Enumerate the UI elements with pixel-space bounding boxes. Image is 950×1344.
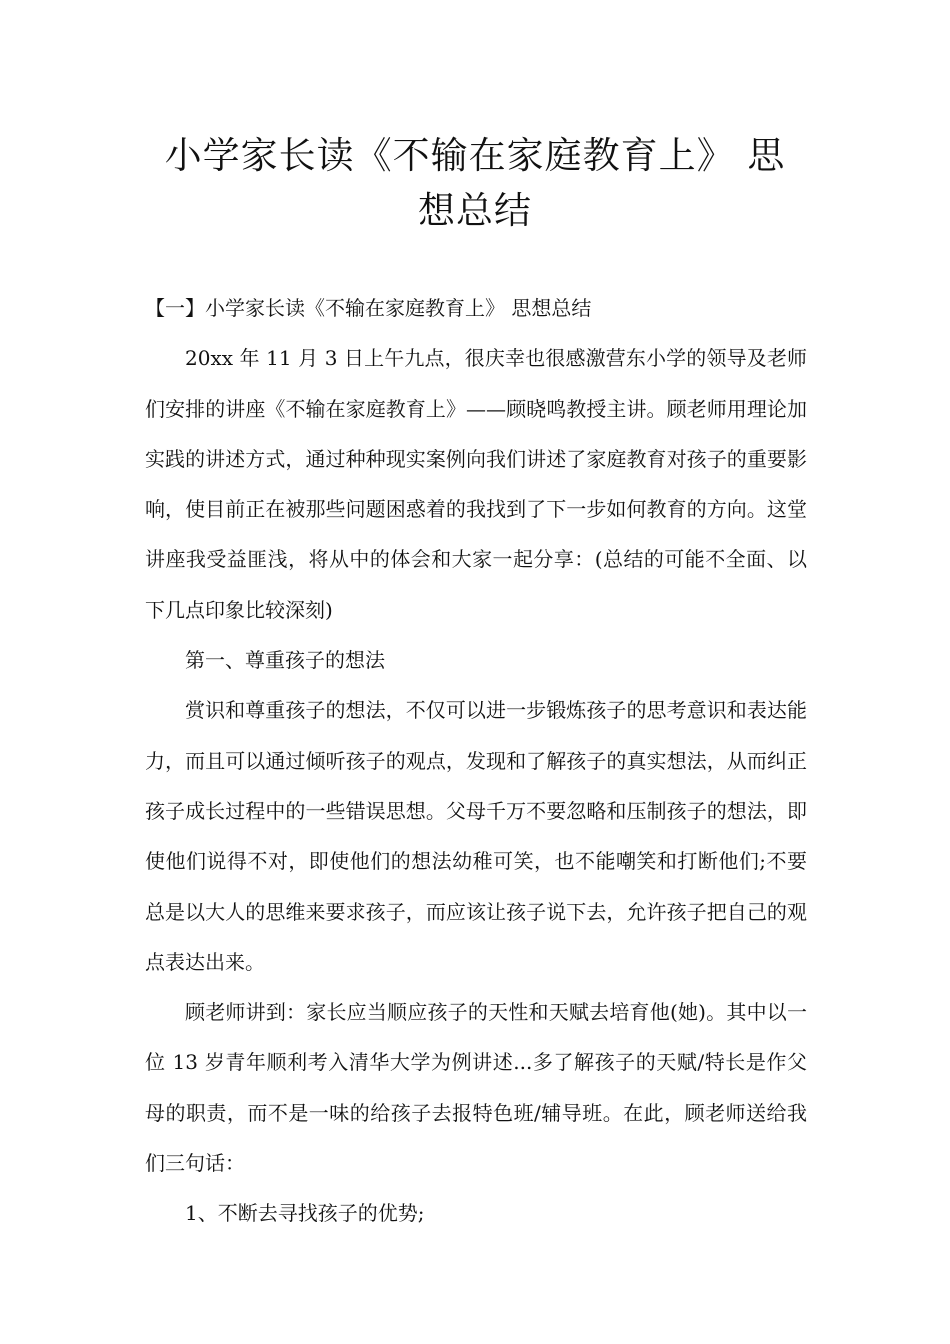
document-body (145, 283, 807, 1239)
list-item-1: 1、不断去寻找孩子的优势; (185, 1201, 425, 1226)
document-title (130, 128, 820, 238)
title-line-2: 想总结 (418, 189, 532, 232)
paragraph-talent: 顾老师讲到：家长应当顺应孩子的天性和天赋去培育他(她)。其中以一位 13 岁青年顺利考入清华大学为例讲述...多了解孩子的天赋/特长是作父母的职责，而不是一味的给孩子去报特色班/辅导班。在此，顾老师送给我们三句话： (145, 1000, 807, 1176)
paragraph-respect: 赏识和尊重孩子的想法，不仅可以进一步锻炼孩子的思考意识和表达能力，而且可以通过倾听孩子的观点，发现和了解孩子的真实想法，从而纠正孩子成长过程中的一些错误思想。父母千万不要忽略和压制孩子的想法，即使他们说得不对，即使他们的想法幼稚可笑，也不能嘲笑和打断他们;不要总是以大人的思维来要求孩子，而应该让孩子说下去，允许孩子把自己的观点表达出来。 (145, 698, 807, 974)
section-heading: 【一】小学家长读《不输在家庭教育上》 思想总结 (145, 296, 592, 320)
subheading-respect: 第一、尊重孩子的想法 (185, 648, 385, 673)
title-line-1: 小学家长读《不输在家庭教育上》 思 (164, 134, 786, 177)
paragraph-intro: 20xx 年 11 月 3 日上午九点，很庆幸也很感激营东小学的领导及老师们安排的讲座《不输在家庭教育上》——顾晓鸣教授主讲。顾老师用理论加实践的讲述方式，通过种种现实案例向我们讲述了家庭教育对孩子的重要影响，使目前正在被那些问题困惑着的我找到了下一步如何教育的方向。这堂讲座我受益匪浅，将从中的体会和大家一起分享：(总结的可能不全面、以下几点印象比较深刻) (145, 346, 807, 622)
